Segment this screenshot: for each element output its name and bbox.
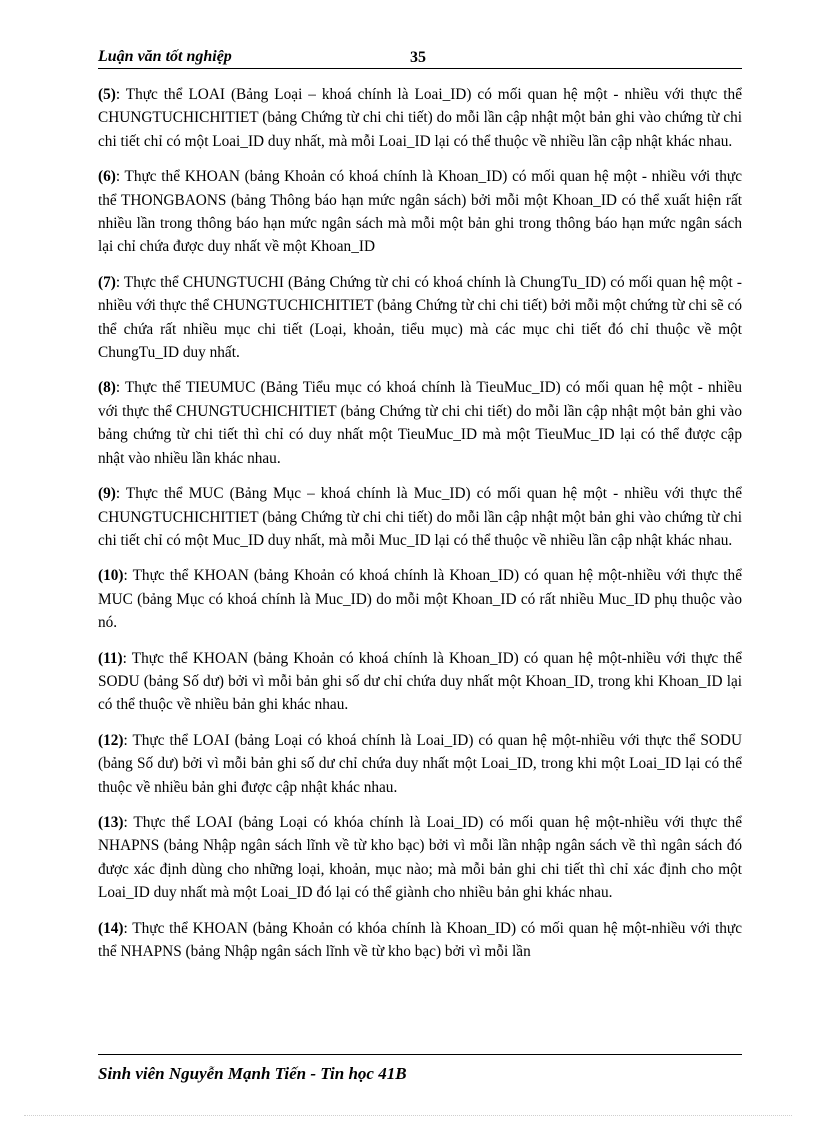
paragraph-text: : Thực thể TIEUMUC (Bảng Tiểu mục có khoá chính là TieuMuc_ID) có mối quan hệ một - nhiều với thực thể CHUNGTUCHICHITIET (bảng Chứng từ chi chi tiết) do mỗi lần cập nhật một bản ghi vào bảng chứng từ chi tiết thì chỉ có duy nhất một TieuMuc_ID mà một TieuMuc_ID lại có thể được cập nhật vào nhiều lần khác nhau. — [98, 379, 742, 467]
page-bottom-divider — [24, 1115, 792, 1116]
paragraph-number: (8) — [98, 379, 116, 397]
paragraph-text: : Thực thể KHOAN (bảng Khoản có khoá chính là Khoan_ID) có quan hệ một-nhiều với thực thể SODU (bảng Số dư) bởi vì mỗi bản ghi số dư chỉ chứa duy nhất một Khoan_ID, trong khi Khoan_ID lại có thể thuộc về nhiều bản ghi khác nhau. — [98, 649, 742, 714]
paragraph-text: : Thực thể MUC (Bảng Mục – khoá chính là Muc_ID) có mối quan hệ một - nhiều với thực thể CHUNGTUCHICHITIET (bảng Chứng từ chi chi tiết) do mỗi lần cập nhật một bản ghi vào chứng từ chi chi tiết chỉ có một Muc_ID duy nhất, mà mỗi Muc_ID lại có thể thuộc về nhiều lần cập nhật khác nhau. — [98, 485, 742, 549]
paragraph-number: (7) — [98, 273, 116, 291]
paragraph — [98, 376, 742, 470]
paragraph — [98, 83, 742, 153]
header-title: Luận văn tốt nghiệp — [98, 48, 232, 65]
paragraph — [98, 165, 742, 259]
paragraph-text: : Thực thể LOAI (bảng Loại có khóa chính là Loai_ID) có mối quan hệ một-nhiều với thực thể NHAPNS (bảng Nhập ngân sách lĩnh về từ kho bạc) bởi vì mỗi lần nhập ngân sách về thì ngân sách đó được xác định dùng cho những loại, khoản, mục nào; mà mỗi bản ghi chi tiết thì chỉ xác định cho một Loai_ID duy nhất mà một Loai_ID đó lại có thể giành cho nhiều bản ghi khác nhau. — [98, 813, 742, 902]
page-footer — [98, 1054, 742, 1085]
paragraph — [98, 811, 742, 905]
paragraph-number: (9) — [98, 485, 116, 503]
paragraph-text: : Thực thể LOAI (bảng Loại có khoá chính là Loai_ID) có quan hệ một-nhiều với thực thể SODU (bảng Số dư) bởi vì mỗi bản ghi số dư chỉ chứa duy nhất một Loai_ID, trong khi một Loai_ID lại có thể thuộc về nhiều bản ghi được cập nhật khác nhau. — [98, 731, 742, 796]
paragraph-number: (11) — [98, 649, 123, 667]
page-header — [98, 46, 742, 69]
paragraph-text: : Thực thể CHUNGTUCHI (Bảng Chứng từ chi có khoá chính là ChungTu_ID) có mối quan hệ một - nhiều với thực thể CHUNGTUCHICHITIET (bảng Chứng từ chi chi tiết) bởi mỗi một chứng từ chi sẽ có thể chứa rất nhiều mục chi tiết (Loại, khoản, tiểu mục) mà các mục chi tiết đó chỉ thuộc về một ChungTu_ID duy nhất. — [98, 273, 742, 362]
paragraph — [98, 917, 742, 964]
paragraph-number: (6) — [98, 168, 116, 186]
paragraph — [98, 564, 742, 634]
paragraph-text: : Thực thể LOAI (Bảng Loại – khoá chính là Loai_ID) có mối quan hệ một - nhiều với thực thể CHUNGTUCHICHITIET (bảng Chứng từ chi chi tiết) do mỗi lần cập nhật một bản ghi vào chứng từ chi chi tiết chỉ có một Loai_ID duy nhất, mà mỗi Loai_ID lại có thể thuộc về nhiều lần cập nhật khác nhau. — [98, 86, 742, 150]
paragraph-number: (12) — [98, 731, 124, 749]
footer-text: Sinh viên Nguyễn Mạnh Tiến - Tin học 41B — [98, 1064, 407, 1083]
paragraph-number: (14) — [98, 919, 124, 937]
paragraph — [98, 729, 742, 799]
paragraph-text: : Thực thể KHOAN (bảng Khoản có khoá chính là Khoan_ID) có mối quan hệ một - nhiều với thực thể THONGBAONS (bảng Thông báo hạn mức ngân sách) bởi mỗi một Khoan_ID có thể xuất hiện rất nhiều lần trong thông báo hạn mức ngân sách mà mỗi một bản ghi trong thông báo hạn mức ngân sách lại chỉ chứa được duy nhất về một Khoan_ID — [98, 168, 742, 256]
paragraph — [98, 647, 742, 717]
paragraph-number: (13) — [98, 813, 124, 831]
paragraph-text: : Thực thể KHOAN (bảng Khoản có khoá chính là Khoan_ID) có quan hệ một-nhiều với thực thể MUC (bảng Mục có khoá chính là Muc_ID) do mỗi một Khoan_ID có rất nhiều Muc_ID phụ thuộc vào nó. — [98, 567, 742, 632]
paragraph-text: : Thực thể KHOAN (bảng Khoản có khóa chính là Khoan_ID) có mối quan hệ một-nhiều với thực thể NHAPNS (bảng Nhập ngân sách lĩnh về từ kho bạc) bởi vì mỗi lần — [98, 919, 742, 960]
paragraph-number: (5) — [98, 86, 116, 103]
paragraph — [98, 482, 742, 552]
document-body — [98, 83, 742, 975]
paragraph-number: (10) — [98, 567, 124, 585]
page-number: 35 — [410, 49, 426, 66]
paragraph — [98, 271, 742, 365]
